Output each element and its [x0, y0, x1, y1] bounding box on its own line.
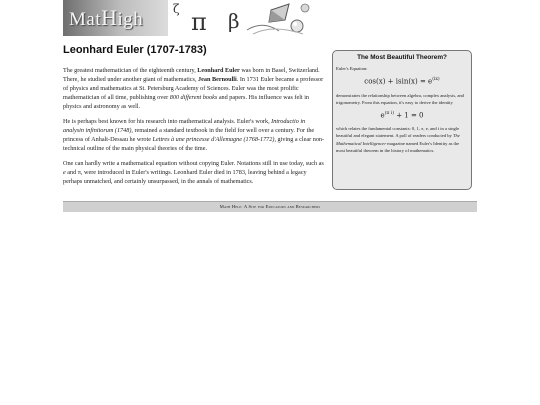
sidebar-title: The Most Beautiful Theorem? — [357, 54, 447, 61]
lettres-title: Lettres à une princesse d'Allemagne (1768-1772) — [152, 136, 275, 144]
pi-symbol-icon: π — [191, 8, 207, 36]
zeta-symbol-icon: ζ — [173, 2, 180, 16]
euler-name: Leonhard Euler — [197, 67, 240, 74]
sidebar-text-2: which relates the fundamental constants: 0, 1, π, e, and i in a single beautiful and elegant statement. A poll of readers conducted by The Mathematical Intelligencer magazine named Euler's Identity as the most beautiful theorem in the history of mathematics. — [336, 126, 460, 153]
page-title: Leonhard Euler (1707-1783) — [63, 44, 207, 56]
introductio-title: Introductio in analysin infinitorum (1748) — [63, 118, 306, 135]
paragraph-research: He is perhaps best known for his research into mathematical analysis. Euler's work, Introductio in analysin infinitorum (1748), remained a standard textbook in the field for well over a century. For the princess of Anhalt-Dessau he wrote Lettres à une princesse d'Allemagne (1768-1772), giving a clear non-technical outline of the main physical theories of the time. — [63, 118, 325, 153]
site-logo[interactable] — [63, 0, 168, 36]
paragraph-legacy: One can hardly write a mathematical equation without copying Euler. Notations still in use today, such as e and π, were introduced in Euler's writings. Leonhard Euler died in 1783, leaving behind a legacy perhaps unmatched, and certainly unsurpassed, in the annals of mathematics. — [63, 160, 324, 186]
site-banner — [63, 0, 313, 36]
euler-identity: $e^{(\pi i)} + 1 = 0$ — [380, 110, 424, 120]
site-footer[interactable]: Math Help: A Site for Educators and Researchers — [63, 201, 477, 212]
euler-equation: $\cos(x) + isin(x) = e^{(ix)}$ — [364, 77, 440, 86]
bernoulli-name: Jean Bernoulli — [198, 76, 237, 84]
paragraph-biography: The greatest mathematician of the eighteenth century, Leonhard Euler was born in Basel, Switzerland. There, he studied under another giant of mathematics, Jean Bernoulli. In 1731 Euler became a professor of physics and mathematics at St. Petersburg Academy of Sciences. Euler was the most prolific mathematician of all time, publishing over 800 different books and papers. His influence was felt in physics and astronomy as well. — [63, 67, 324, 111]
decorative-shapes-icon — [245, 0, 313, 36]
article-body — [63, 66, 326, 192]
theorem-sidebar — [332, 50, 472, 190]
sidebar-label: Euler's Equation: — [336, 66, 368, 71]
site-logo-text: MatHigh — [69, 5, 144, 30]
sidebar-text-1: demonstrates the relationship between algebra, complex analysis, and trigonometry. From this equation, it's easy to derive the identity — [336, 92, 464, 105]
beta-symbol-icon: β — [228, 9, 240, 33]
